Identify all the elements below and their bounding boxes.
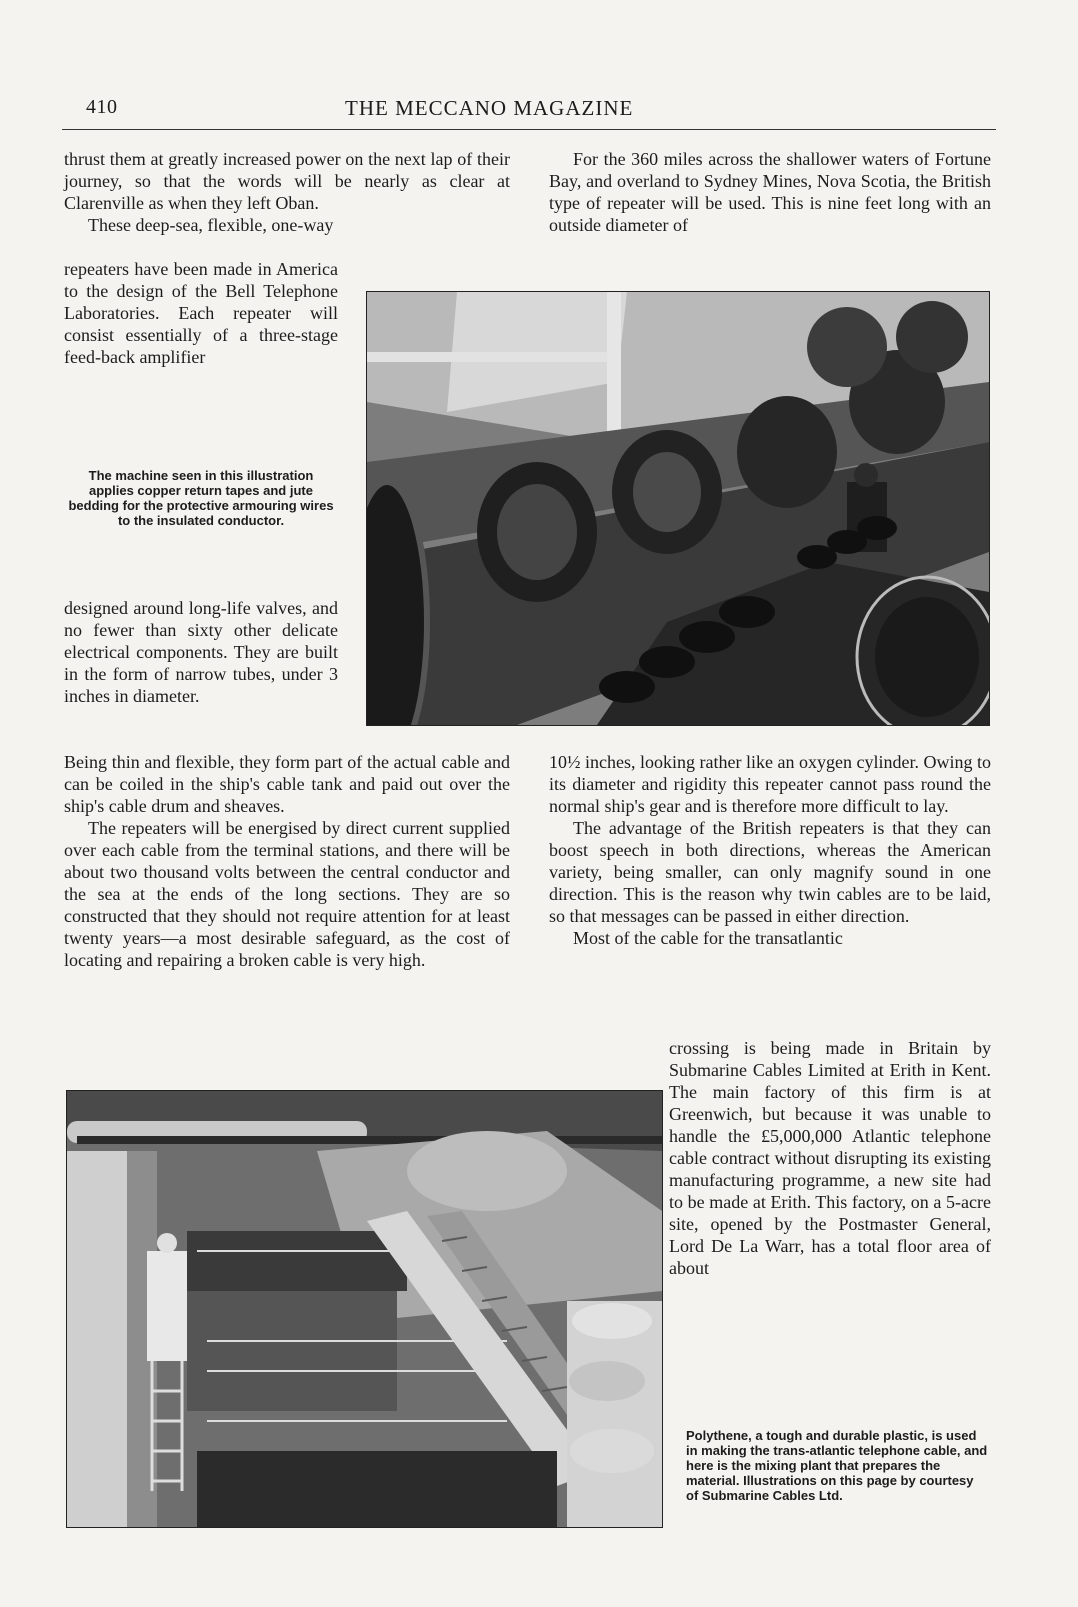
left-para-3-cont: Being thin and flexible, they form part of the actual cable and can be coiled in the ship's cable tank and paid out over the ship's cable drum and sheaves. [64,752,510,816]
mixing-plant-photo [66,1090,663,1528]
right-para-4-crossing [669,1037,991,1279]
left-para-2-lead: These deep-sea, flexible, one-way [88,215,334,235]
right-para-2: 10½ inches, looking rather like an oxygen cylinder. Owing to its diameter and rigidity this repeater cannot pass round the normal ship's gear and is therefore more difficult to lay. [549,752,991,816]
right-para-1 [549,148,991,236]
cable-machine-photo [366,291,990,726]
left-para-1 [64,148,510,236]
right-para-4-narrow: crossing is being made in Britain by Submarine Cables Limited at Erith in Kent. The main factory of this firm is at Greenwich, but because it was unable to handle the £5,000,000 Atlantic telephone cable contract without disrupting its existing manufacturing programme, a new site had to be made at Erith. This factory, on a 5-acre site, opened by the Postmaster General, Lord De La Warr, has a total floor area of about [669,1038,991,1278]
left-para-2-text: repeaters have been made in America to the design of the Bell Telephone Laboratories. Each repeater will consist essentially of a three-stage feed-back amplifier [64,259,338,367]
left-para-3-narrow [64,597,338,707]
right-para-2-block [549,751,991,949]
page-number: 410 [86,96,118,118]
left-para-3-text: designed around long-life valves, and no fewer than sixty other delicate electrical components. They are built in the form of narrow tubes, under 3 inches in diameter. [64,598,338,706]
cable-machine-illustration [367,292,989,725]
right-para-4-narrow-wrap [669,1037,991,1279]
mixing-plant-illustration [67,1091,662,1527]
right-para-3: The advantage of the British repeaters is that they can boost speech in both directions, whereas the American variety, being smaller, can only magnify sound in one direction. This is the reason why twin cables are to be laid, so that messages can be passed in either direction. [549,818,991,926]
left-para-3-full [64,751,510,971]
left-para-2-narrow [64,258,338,368]
left-para-4: The repeaters will be energised by direct current supplied over each cable from the terminal stations, and there will be about two thousand volts between the central conductor and the sea at the ends of the long sections. They are so constructed that they should not require attention for at least twenty years—a most desirable safeguard, as the cost of locating and repairing a broken cable is very high. [64,818,510,970]
left-para-1-text: thrust them at greatly increased power on the next lap of their journey, so that the words will be nearly as clear at Clarenville as when they left Oban. [64,149,510,213]
right-para-4-lead: Most of the cable for the transatlantic [573,928,843,948]
caption-top: The machine seen in this illustration applies copper return tapes and jute bedding for the protective armouring wires to the insulated conductor. [68,468,334,528]
running-head: THE MECCANO MAGAZINE [345,96,634,120]
right-para-1-text: For the 360 miles across the shallower waters of Fortune Bay, and overland to Sydney Mines, Nova Scotia, the British type of repeater will be used. This is nine feet long with an outside diameter of [549,149,991,235]
header-rule [62,129,996,130]
caption-bottom: Polythene, a tough and durable plastic, is used in making the trans-atlantic telephone cable, and here is the mixing plant that prepares the material. Illustrations on this page by courtesy of Submarine Cables Ltd. [686,1428,988,1503]
